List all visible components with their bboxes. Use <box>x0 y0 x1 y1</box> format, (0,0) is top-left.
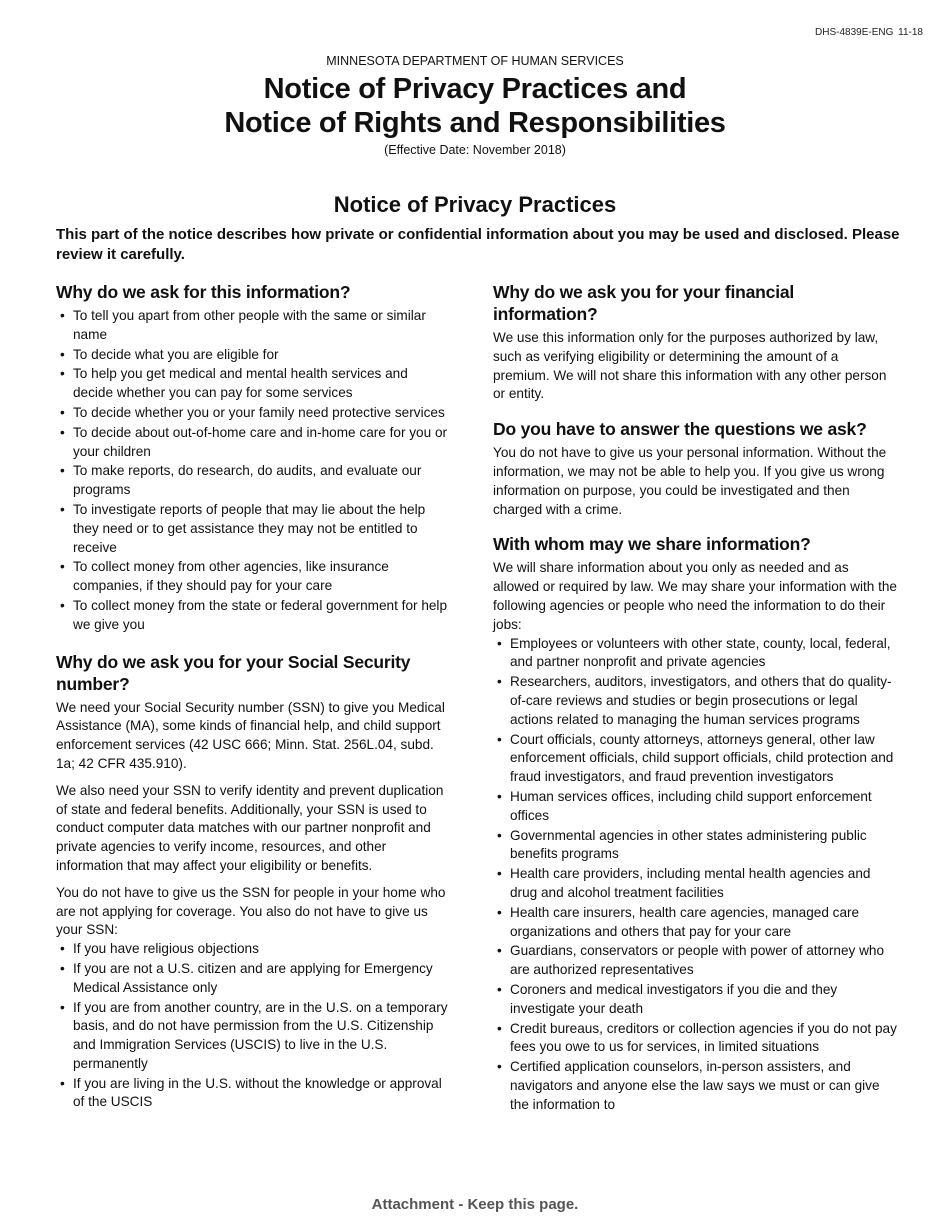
list-item: • Governmental agencies in other states administering public benefits programs <box>493 827 898 865</box>
financial-paragraph: We use this information only for the purposes authorized by law, such as verifying eligibility or determining the amount of a premium. We will not share this information with any other person or entity. <box>493 330 887 402</box>
list-item: • To help you get medical and mental health services and decide whether you can pay for some services <box>56 365 451 403</box>
list-item: • If you are not a U.S. citizen and are applying for Emergency Medical Assistance only <box>56 960 451 998</box>
list-item: • Guardians, conservators or people with power of attorney who are authorized representatives <box>493 942 898 980</box>
list-item: • To decide what you are eligible for <box>56 346 451 365</box>
ssn-paragraph-2: We also need your SSN to verify identity and prevent duplication of state and federal benefits. Additionally, your SSN is used to conduct computer data matches with our partner nonprofit and private agencies to verify income, resources, and other information that may affect your eligibility or benefits. <box>56 782 444 873</box>
footer-note: Attachment - Keep this page. <box>371 1196 579 1213</box>
list-item: • Employees or volunteers with other state, county, local, federal, and partner nonprofit and private agencies <box>493 635 898 673</box>
list-item: • To investigate reports of people that may lie about the help they need or to get assistance they may not be entitled to receive <box>56 501 451 557</box>
list-item: • Certified application counselors, in-person assisters, and navigators and anyone else the law says we must or can give the information to <box>493 1058 898 1114</box>
effective-date: (Effective Date: November 2018) <box>384 143 566 157</box>
intro-text: This part of the notice describes how private or confidential information about you may be used and disclosed. Please review it carefully. <box>56 226 900 263</box>
list-item: • Coroners and medical investigators if you die and they investigate your death <box>493 981 898 1019</box>
left-column <box>56 281 451 1113</box>
list-item: • Health care providers, including mental health agencies and drug and alcohol treatment facilities <box>493 865 898 903</box>
title-line-2: Notice of Rights and Responsibilities <box>224 107 726 139</box>
financial-heading: Why do we ask you for your financial information? <box>493 282 795 324</box>
right-column <box>493 281 898 1115</box>
ssn-heading: Why do we ask you for your Social Security number? <box>56 651 411 694</box>
list-item: • Credit bureaus, creditors or collection agencies if you do not pay fees you owe to us for services, in limited situations <box>493 1020 898 1058</box>
answer-paragraph: You do not have to give us your personal information. Without the information, we may not be able to help you. If you give us wrong information on purpose, you could be investigated and then charged with a crime. <box>493 445 887 517</box>
section-title: Notice of Privacy Practices <box>333 192 617 217</box>
list-item: • Health care insurers, health care agencies, managed care organizations and others that pay for your care <box>493 904 898 942</box>
share-heading: With whom may we share information? <box>493 534 811 555</box>
list-item: • To make reports, do research, do audits, and evaluate our programs <box>56 462 451 500</box>
answer-heading: Do you have to answer the questions we ask? <box>493 419 867 440</box>
list-item: • To decide whether you or your family need protective services <box>56 404 451 423</box>
ssn-paragraph-1: We need your Social Security number (SSN) to give you Medical Assistance (MA), some kinds of financial help, and child support enforcement services (42 USC 666; Minn. Stat. 256L.04, subd. 1a; 42 CFR 435.910). <box>56 699 445 771</box>
form-code: DHS-4839E-ENG 11-18 <box>815 27 923 38</box>
list-item: • If you have religious objections <box>56 940 451 959</box>
list-item: • If you are living in the U.S. without the knowledge or approval of the USCIS <box>56 1075 451 1113</box>
list-item: • To collect money from other agencies, like insurance companies, if they should pay for your care <box>56 558 451 596</box>
ssn-paragraph-3: You do not have to give us the SSN for people in your home who are not applying for coverage. You also do not have to give us your SSN: <box>56 884 446 938</box>
list-item: • Researchers, auditors, investigators, and others that do quality-of-care reviews and studies or begin prosecutions or legal actions related to managing the human services programs <box>493 673 898 729</box>
share-list <box>493 635 898 1115</box>
list-item: • To decide about out-of-home care and in-home care for you or your children <box>56 424 451 462</box>
document-title <box>0 72 950 140</box>
list-item: • If you are from another country, are in the U.S. on a temporary basis, and do not have permission from the U.S. Citizenship and Immigration Services (USCIS) to live in the U.S. permanently <box>56 999 451 1074</box>
why-ask-heading: Why do we ask for this information? <box>56 282 351 302</box>
share-paragraph: We will share information about you only as needed and as allowed or required by law. We may share your information with the following agencies or people who need the information to do their jobs: <box>493 560 897 632</box>
list-item: • To collect money from the state or federal government for help we give you <box>56 597 451 635</box>
list-item: • Human services offices, including child support enforcement offices <box>493 788 898 826</box>
agency-name: MINNESOTA DEPARTMENT OF HUMAN SERVICES <box>326 54 624 68</box>
list-item: • To tell you apart from other people with the same or similar name <box>56 307 451 345</box>
list-item: • Court officials, county attorneys, attorneys general, other law enforcement officials, child support officials, child protection and fraud investigators, and fraud prevention investigators <box>493 731 898 787</box>
why-ask-list <box>56 307 451 635</box>
ssn-exemption-list <box>56 940 451 1112</box>
title-line-1: Notice of Privacy Practices and <box>263 73 687 105</box>
